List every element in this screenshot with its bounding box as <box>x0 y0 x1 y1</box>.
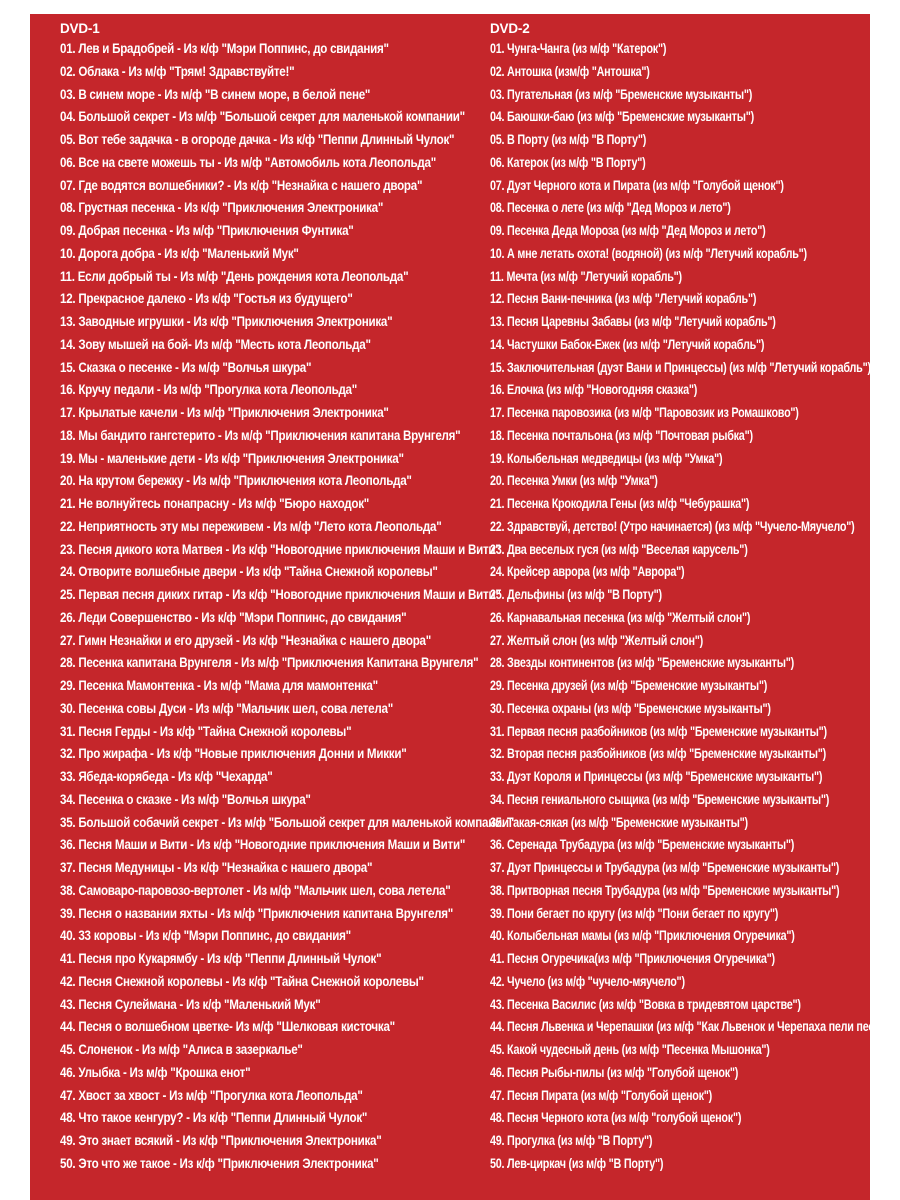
dvd2-track-item: 35. Такая-сякая (из м/ф "Бременские музыканты") <box>490 814 748 830</box>
dvd2-track-item: 18. Песенка почтальона (из м/ф "Почтовая рыбка") <box>490 427 753 443</box>
dvd1-track-item: 16. Кручу педали - Из м/ф "Прогулка кота Леопольда" <box>60 382 358 398</box>
dvd2-track-item: 28. Звезды континентов (из м/ф "Бременские музыканты") <box>490 655 794 671</box>
dvd1-track-item: 11. Если добрый ты - Из м/ф "День рождения кота Леопольда" <box>60 268 409 284</box>
dvd1-track-list <box>60 38 514 1176</box>
dvd2-track-item: 23. Два веселых гуся (из м/ф "Веселая карусель") <box>490 541 748 557</box>
dvd2-track-item: 05. В Порту (из м/ф "В Порту") <box>490 132 647 147</box>
dvd2-track-item: 39. Пони бегает по кругу (из м/ф "Пони бегает по кругу") <box>490 905 779 921</box>
dvd1-track-item: 50. Это что же такое - Из к/ф "Приключения Электроника" <box>60 1155 379 1171</box>
dvd2-track-item: 14. Частушки Бабок-Ежек (из м/ф "Летучий корабль") <box>490 336 765 352</box>
dvd2-track-item: 17. Песенка паровозика (из м/ф "Паровозик из Ромашково") <box>490 405 799 420</box>
dvd1-track-item: 03. В синем море - Из м/ф "В синем море, в белой пене" <box>60 86 371 102</box>
dvd1-track-item: 05. Вот тебе задачка - в огороде дачка - Из к/ф "Пеппи Длинный Чулок" <box>60 132 455 147</box>
dvd1-track-item: 45. Слоненок - Из м/ф "Алиса в зазеркалье" <box>60 1042 303 1057</box>
dvd2-track-item: 46. Песня Рыбы-пилы (из м/ф "Голубой щенок") <box>490 1064 739 1080</box>
dvd1-track-item: 07. Где водятся волшебники? - Из к/ф "Незнайка с нашего двора" <box>60 177 423 193</box>
dvd1-track-item: 22. Неприятность эту мы переживем - Из м/ф "Лето кота Леопольда" <box>60 518 442 534</box>
dvd2-track-item: 32. Вторая песня разбойников (из м/ф "Бременские музыканты") <box>490 746 826 762</box>
dvd1-track-item: 02. Облака - Из м/ф "Трям! Здравствуйте!" <box>60 63 295 79</box>
dvd2-track-item: 27. Желтый слон (из м/ф "Желтый слон") <box>490 632 704 648</box>
dvd2-track-item: 43. Песенка Василис (из м/ф "Вовка в тридевятом царстве") <box>490 996 801 1012</box>
dvd1-track-item: 27. Гимн Незнайки и его друзей - Из к/ф "Незнайка с нашего двора" <box>60 632 431 648</box>
dvd2-track-item: 44. Песня Львенка и Черепашки (из м/ф "Как Львенок и Черепаха пели песню") <box>490 1019 898 1035</box>
tracklist-sheet <box>30 14 898 1200</box>
dvd1-track-item: 13. Заводные игрушки - Из к/ф "Приключения Электроника" <box>60 314 393 329</box>
dvd2-track-item: 48. Песня Черного кота (из м/ф "голубой щенок") <box>490 1110 742 1126</box>
dvd2-track-item: 37. Дуэт Принцессы и Трубадура (из м/ф "Бременские музыканты") <box>490 860 840 875</box>
dvd2-track-item: 33. Дуэт Короля и Принцессы (из м/ф "Бременские музыканты") <box>490 769 823 784</box>
dvd1-track-item: 12. Прекрасное далеко - Из к/ф "Гостья из будущего" <box>60 291 353 307</box>
dvd2-track-item: 01. Чунга-Чанга (из м/ф "Катерок") <box>490 41 667 56</box>
dvd1-track-item: 09. Добрая песенка - Из м/ф "Приключения Фунтика" <box>60 223 354 238</box>
dvd1-track-item: 24. Отворите волшебные двери - Из к/ф "Тайна Снежной королевы" <box>60 564 438 580</box>
dvd1-track-item: 25. Первая песня диких гитар - Из к/ф "Новогодние приключения Маши и Вити" <box>60 587 501 602</box>
dvd1-track-item: 26. Леди Совершенство - Из к/ф "Мэри Поппинс, до свидания" <box>60 609 407 625</box>
dvd1-track-item: 36. Песня Маши и Вити - Из к/ф "Новогодние приключения Маши и Вити" <box>60 837 466 853</box>
dvd1-track-item: 39. Песня о названии яхты - Из м/ф "Приключения капитана Врунгеля" <box>60 905 454 921</box>
dvd1-track-item: 32. Про жирафа - Из к/ф "Новые приключения Донни и Микки" <box>60 746 407 762</box>
dvd1-track-item: 46. Улыбка - Из м/ф "Крошка енот" <box>60 1064 251 1080</box>
dvd1-track-item: 29. Песенка Мамонтенка - Из м/ф "Мама для мамонтенка" <box>60 678 378 693</box>
dvd1-track-item: 40. 33 коровы - Из к/ф "Мэри Поппинс, до свидания" <box>60 928 351 944</box>
dvd2-track-item: 15. Заключительная (дуэт Вани и Принцессы) (из м/ф "Летучий корабль") <box>490 359 871 375</box>
dvd2-track-item: 45. Какой чудесный день (из м/ф "Песенка Мышонка") <box>490 1042 770 1057</box>
dvd2-track-item: 21. Песенка Крокодила Гены (из м/ф "Чебурашка") <box>490 496 750 511</box>
dvd2-track-item: 47. Песня Пирата (из м/ф "Голубой щенок") <box>490 1087 713 1103</box>
dvd2-track-item: 20. Песенка Умки (из м/ф "Умка") <box>490 473 658 489</box>
dvd1-track-item: 08. Грустная песенка - Из к/ф "Приключения Электроника" <box>60 200 384 216</box>
dvd1-track-item: 49. Это знает всякий - Из к/ф "Приключения Электроника" <box>60 1133 382 1148</box>
dvd2-track-item: 49. Прогулка (из м/ф "В Порту") <box>490 1133 653 1148</box>
dvd2-track-item: 40. Колыбельная мамы (из м/ф "Приключения Огуречика") <box>490 928 795 944</box>
dvd2-track-item: 26. Карнавальная песенка (из м/ф "Желтый слон") <box>490 609 751 625</box>
dvd1-track-item: 43. Песня Сулеймана - Из к/ф "Маленький Мук" <box>60 996 321 1012</box>
dvd2-track-item: 25. Дельфины (из м/ф "В Порту") <box>490 587 662 602</box>
dvd2-column <box>490 20 898 1176</box>
dvd2-track-item: 50. Лев-циркач (из м/ф "В Порту") <box>490 1155 664 1171</box>
dvd2-track-item: 16. Елочка (из м/ф "Новогодняя сказка") <box>490 382 698 398</box>
dvd1-track-item: 14. Зову мышей на бой- Из м/ф "Месть кота Леопольда" <box>60 336 371 352</box>
dvd1-track-item: 34. Песенка о сказке - Из м/ф "Волчья шкура" <box>60 791 311 807</box>
dvd1-track-item: 47. Хвост за хвост - Из м/ф "Прогулка кота Леопольда" <box>60 1087 363 1103</box>
dvd1-track-item: 30. Песенка совы Дуси - Из м/ф "Мальчик шел, сова летела" <box>60 700 393 716</box>
dvd1-track-item: 37. Песня Медуницы - Из к/ф "Незнайка с нашего двора" <box>60 860 373 875</box>
dvd1-track-item: 31. Песня Герды - Из к/ф "Тайна Снежной королевы" <box>60 723 352 739</box>
dvd2-track-item: 13. Песня Царевны Забавы (из м/ф "Летучий корабль") <box>490 314 776 329</box>
dvd2-track-item: 22. Здравствуй, детство! (Утро начинается) (из м/ф "Чучело-Мяучело") <box>490 518 855 534</box>
dvd2-track-item: 41. Песня Огуречика(из м/ф "Приключения Огуречика") <box>490 951 775 966</box>
dvd1-track-item: 06. Все на свете можешь ты - Из м/ф "Автомобиль кота Леопольда" <box>60 154 436 170</box>
dvd1-track-item: 44. Песня о волшебном цветке- Из м/ф "Шелковая кисточка" <box>60 1019 395 1035</box>
dvd1-track-item: 20. На крутом бережку - Из м/ф "Приключения кота Леопольда" <box>60 473 412 489</box>
dvd1-track-item: 38. Самоваро-паровозо-вертолет - Из м/ф "Мальчик шел, сова летела" <box>60 882 451 898</box>
dvd1-track-item: 17. Крылатые качели - Из м/ф "Приключения Электроника" <box>60 405 389 420</box>
dvd1-track-item: 33. Ябеда-корябеда - Из к/ф "Чехарда" <box>60 769 273 784</box>
dvd2-track-item: 02. Антошка (изм/ф "Антошка") <box>490 63 650 79</box>
dvd2-track-item: 29. Песенка друзей (из м/ф "Бременские музыканты") <box>490 678 768 693</box>
dvd2-track-item: 30. Песенка охраны (из м/ф "Бременские музыканты") <box>490 700 771 716</box>
dvd1-track-item: 28. Песенка капитана Врунгеля - Из м/ф "Приключения Капитана Врунгеля" <box>60 655 479 671</box>
dvd1-track-item: 48. Что такое кенгуру? - Из к/ф "Пеппи Длинный Чулок" <box>60 1110 368 1126</box>
dvd1-track-item: 04. Большой секрет - Из м/ф "Большой секрет для маленькой компании" <box>60 109 465 125</box>
dvd2-track-item: 36. Серенада Трубадура (из м/ф "Бременские музыканты") <box>490 837 795 853</box>
dvd1-track-item: 18. Мы бандито гангстерито - Из м/ф "Приключения капитана Врунгеля" <box>60 427 461 443</box>
dvd1-track-item: 35. Большой собачий секрет - Из м/ф "Большой секрет для маленькой компании" <box>60 814 514 830</box>
dvd1-track-item: 41. Песня про Кукарямбу - Из к/ф "Пеппи Длинный Чулок" <box>60 951 382 966</box>
dvd2-track-item: 19. Колыбельная медведицы (из м/ф "Умка") <box>490 450 723 466</box>
dvd2-track-item: 06. Катерок (из м/ф "В Порту") <box>490 154 646 170</box>
dvd2-track-item: 07. Дуэт Черного кота и Пирата (из м/ф "Голубой щенок") <box>490 177 784 193</box>
dvd1-track-item: 19. Мы - маленькие дети - Из к/ф "Приключения Электроника" <box>60 450 404 466</box>
dvd2-track-item: 11. Мечта (из м/ф "Летучий корабль") <box>490 268 682 284</box>
dvd1-track-item: 23. Песня дикого кота Матвея - Из к/ф "Новогодние приключения Маши и Вити" <box>60 541 501 557</box>
dvd2-track-item: 34. Песня гениального сыщика (из м/ф "Бременские музыканты") <box>490 791 830 807</box>
dvd2-track-item: 09. Песенка Деда Мороза (из м/ф "Дед Мороз и лето") <box>490 223 766 238</box>
dvd2-track-item: 04. Баюшки-баю (из м/ф "Бременские музыканты") <box>490 109 754 125</box>
dvd2-track-item: 08. Песенка о лете (из м/ф "Дед Мороз и лето") <box>490 200 731 216</box>
dvd2-track-item: 24. Крейсер аврора (из м/ф "Аврора") <box>490 564 685 580</box>
dvd1-track-item: 10. Дорога добра - Из к/ф "Маленький Мук" <box>60 245 299 261</box>
dvd2-track-item: 31. Первая песня разбойников (из м/ф "Бременские музыканты") <box>490 723 827 739</box>
dvd1-track-item: 01. Лев и Брадобрей - Из к/ф "Мэри Поппинс, до свидания" <box>60 41 389 56</box>
dvd2-track-item: 38. Притворная песня Трубадура (из м/ф "Бременские музыканты") <box>490 882 840 898</box>
dvd1-title: DVD-1 <box>60 21 100 36</box>
dvd2-title: DVD-2 <box>490 21 530 36</box>
dvd2-track-item: 42. Чучело (из м/ф "чучело-мяучело") <box>490 973 685 989</box>
dvd2-track-item: 10. А мне летать охота! (водяной) (из м/ф "Летучий корабль") <box>490 245 807 261</box>
dvd1-track-item: 42. Песня Снежной королевы - Из к/ф "Тайна Снежной королевы" <box>60 973 424 989</box>
dvd2-track-item: 12. Песня Вани-печника (из м/ф "Летучий корабль") <box>490 291 757 307</box>
dvd2-track-item: 03. Пугательная (из м/ф "Бременские музыканты") <box>490 86 753 102</box>
dvd1-track-item: 21. Не волнуйтесь понапрасну - Из м/ф "Бюро находок" <box>60 496 370 511</box>
dvd1-track-item: 15. Сказка о песенке - Из м/ф "Волчья шкура" <box>60 359 312 375</box>
dvd2-track-list <box>490 38 898 1176</box>
